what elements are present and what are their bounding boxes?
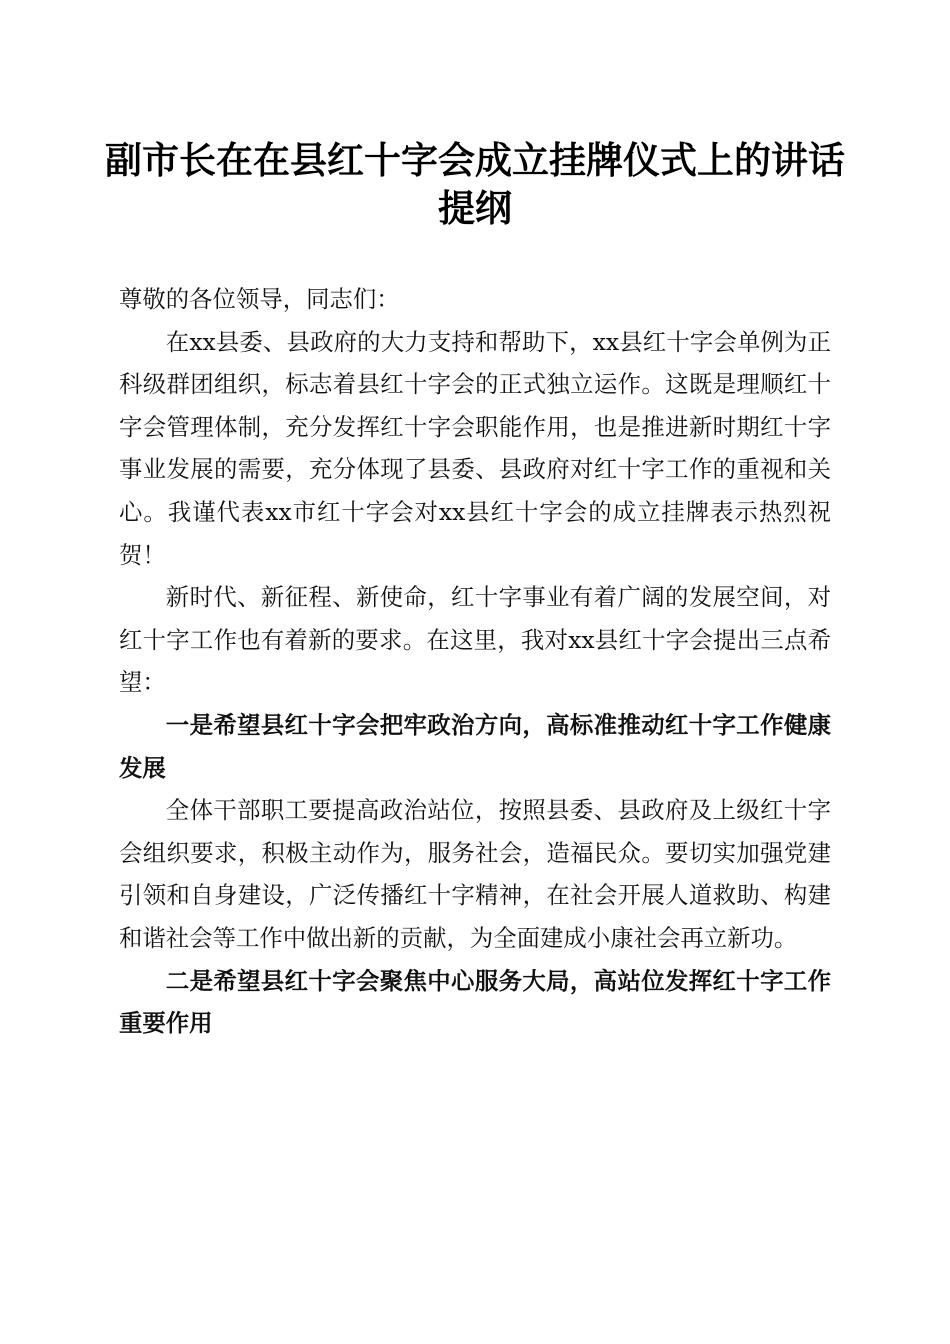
paragraph-first-expectation: 全体干部职工要提高政治站位，按照县委、县政府及上级红十字会组织要求，积极主动作为，服务社会，造福民众。要切实加强党建引领和自身建设，广泛传播红十字精神，在社会开展人道救助、构建和谐社会等工作中做出新的贡献，为全面建成小康社会再立新功。	[119, 796, 831, 952]
heading-first-expectation: 一是希望县红十字会把牢政治方向，高标准推动红十字工作健康发展	[119, 710, 831, 782]
paragraph-opening: 在xx县委、县政府的大力支持和帮助下，xx县红十字会单例为正科级群团组织，标志着县红十字会的正式独立运作。这既是理顺红十字会管理体制，充分发挥红十字会职能作用，也是推进新时期红十字事业发展的需要，充分体现了县委、县政府对红十字工作的重视和关心。我谨代表xx市红十字会对xx县红十字会的成立挂牌表示热烈祝贺！	[119, 327, 831, 569]
paragraph-expectations-intro: 新时代、新征程、新使命，红十字事业有着广阔的发展空间，对红十字工作也有着新的要求。在这里，我对xx县红十字会提出三点希望：	[119, 583, 831, 697]
document-body	[119, 278, 831, 1045]
heading-second-expectation: 二是希望县红十字会聚焦中心服务大局，高站位发挥红十字工作重要作用	[119, 966, 831, 1038]
salutation: 尊敬的各位领导，同志们：	[119, 285, 400, 313]
document-title: 副市长在在县红十字会成立挂牌仪式上的讲话提纲	[105, 138, 845, 230]
